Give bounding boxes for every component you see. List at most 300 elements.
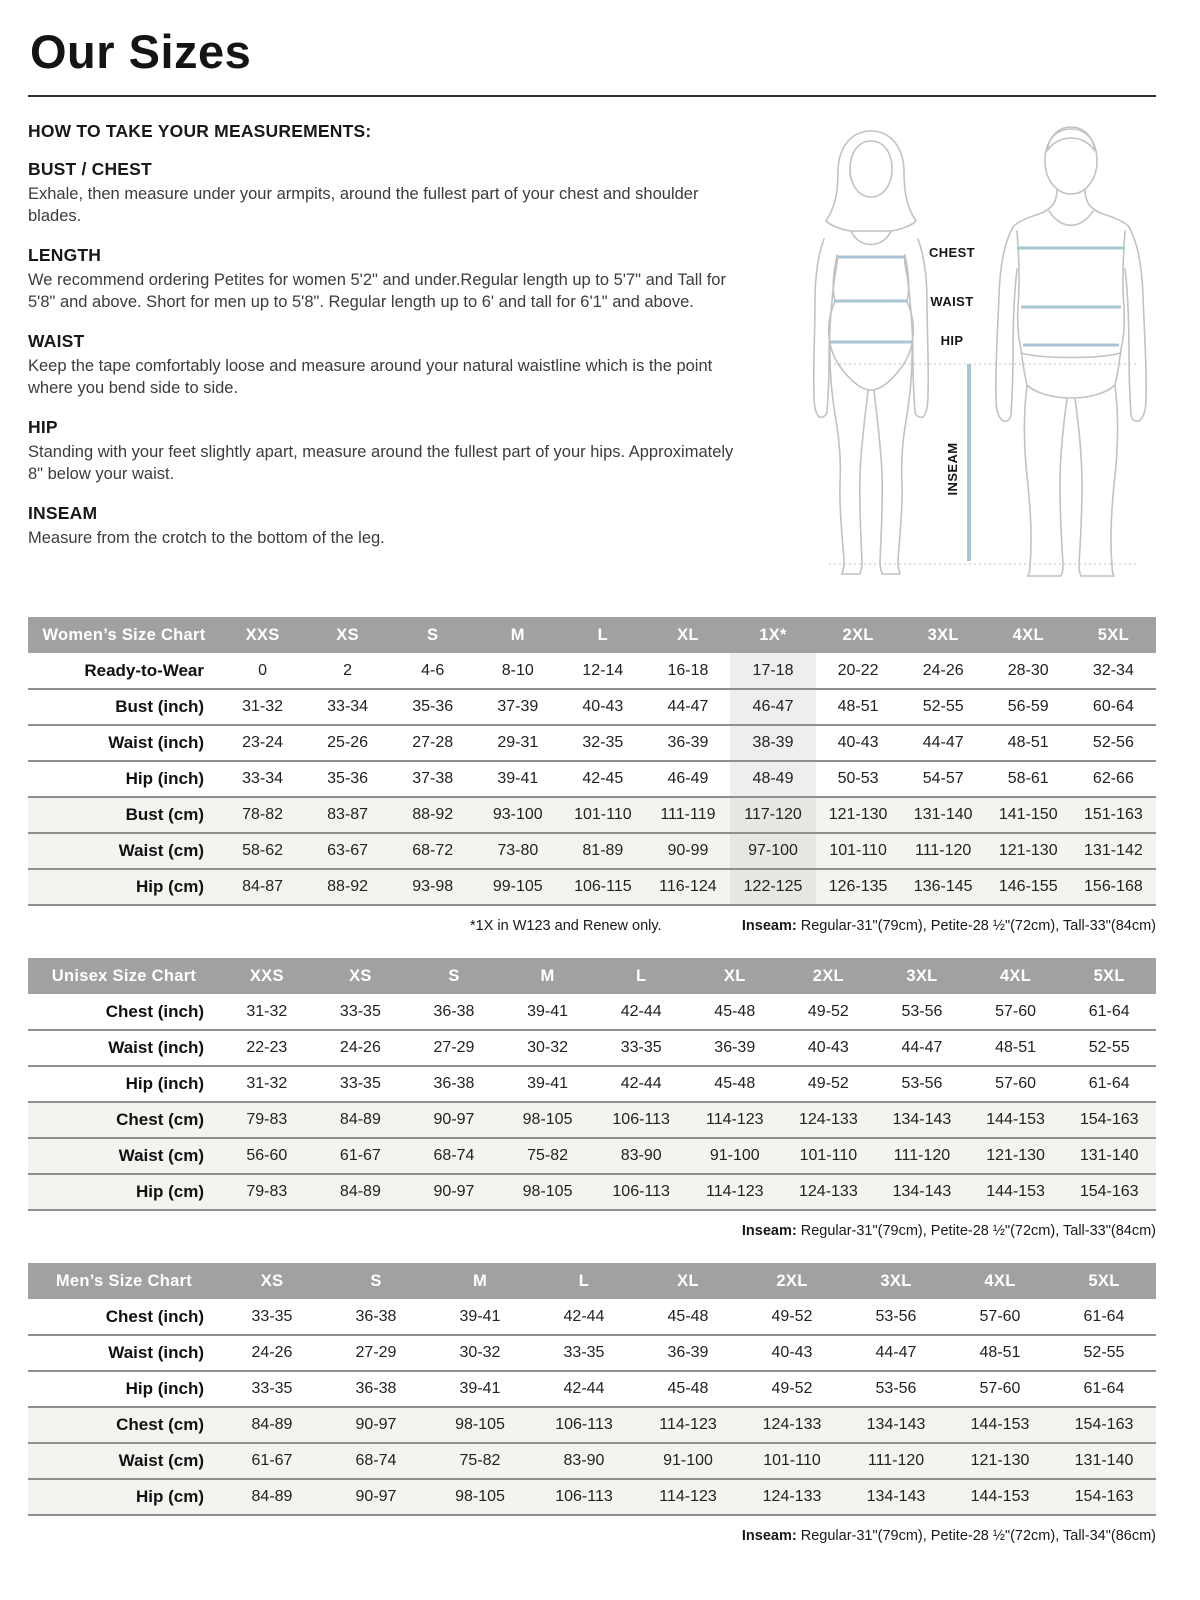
size-cell: 134-143 [866,1488,926,1505]
size-cell: 20-22 [837,661,879,679]
title-divider [28,95,1156,97]
table-row [28,725,1156,761]
size-column-header: S [390,617,475,653]
size-cell: 36-39 [667,1344,709,1361]
size-cell: 121-130 [986,1147,1045,1164]
size-cell: 42-44 [620,1002,662,1020]
size-cell: 114-123 [659,1488,717,1505]
row-label: Hip (cm) [136,877,204,896]
table-title: Men’s Size Chart [28,1263,220,1299]
section-title: HIP [28,416,58,437]
size-cell: 134-143 [866,1416,926,1433]
footnote-inseam: Inseam: Regular-31"(79cm), Petite-28 ½"(72cm), Tall-33"(84cm) [741,1223,1156,1239]
table-row [28,1138,1156,1174]
size-cell: 131-142 [1084,842,1143,859]
size-cell: 98-105 [455,1488,505,1505]
size-cell: 68-72 [412,842,454,859]
section-body: Keep the tape comfortably loose and measure around your natural waistline which is the point where you bend side to side. [28,356,713,397]
size-cell: 106-113 [612,1183,670,1200]
size-cell: 134-143 [892,1111,952,1128]
size-cell: 46-47 [730,689,815,725]
size-cell: 101-110 [763,1452,821,1469]
size-cell: 39-41 [459,1307,501,1325]
table-title: Unisex Size Chart [28,958,220,994]
size-column-header: XXS [220,617,305,653]
size-cell: 8-10 [501,661,534,679]
table-row [28,833,1156,869]
size-cell: 144-153 [970,1488,1030,1505]
size-cell: 56-59 [1007,698,1049,715]
size-cell: 60-64 [1092,698,1134,715]
size-cell: 40-43 [771,1344,813,1361]
row-label: Waist (cm) [118,1146,204,1165]
size-column-header: XXS [220,958,314,994]
table-footnotes [28,1223,1156,1239]
header-row [28,617,1156,653]
section-title: BUST / CHEST [28,159,152,179]
size-cell: 30-32 [459,1344,501,1361]
size-cell: 48-51 [979,1344,1021,1361]
size-cell: 91-100 [663,1452,713,1469]
size-cell: 93-100 [492,806,543,823]
size-cell: 99-105 [492,878,543,895]
size-cell: 144-153 [986,1111,1045,1128]
row-label: Chest (cm) [116,1110,204,1129]
size-cell: 2 [343,661,353,679]
size-cell: 56-60 [246,1147,288,1164]
size-cell: 35-36 [327,770,369,787]
unisex-size-chart-table [28,958,1156,1211]
size-cell: 90-99 [667,842,709,859]
size-cell: 98-105 [522,1111,573,1128]
size-cell: 121-130 [998,842,1058,859]
size-cell: 88-92 [412,806,454,823]
size-cell: 124-133 [799,1111,858,1128]
size-cell: 98-105 [455,1416,505,1433]
size-column-header: 2XL [740,1263,844,1299]
row-label: Chest (inch) [105,1001,204,1021]
size-cell: 63-67 [327,842,369,859]
size-cell: 93-98 [412,878,454,895]
size-cell: 101-110 [574,806,632,823]
size-column-header: 4XL [986,617,1071,653]
size-cell: 45-48 [714,1075,756,1092]
instructions-heading: HOW TO TAKE YOUR MEASUREMENTS: [28,121,372,141]
size-cell: 33-34 [327,698,369,715]
size-cell: 114-123 [706,1183,764,1200]
size-cell: 124-133 [762,1488,822,1505]
size-cell: 84-89 [339,1111,381,1128]
table-row [28,1102,1156,1138]
size-cell: 121-130 [828,806,888,823]
size-cell: 79-83 [246,1183,288,1200]
row-label: Waist (inch) [108,1343,204,1362]
size-cell: 90-97 [355,1416,397,1433]
size-column-header: 3XL [875,958,969,994]
row-label: Chest (cm) [116,1415,204,1434]
row-label: Hip (inch) [125,769,204,788]
size-column-header: XS [305,617,390,653]
size-cell: 114-123 [706,1111,764,1128]
size-column-header: S [324,1263,428,1299]
size-cell: 36-39 [667,734,709,751]
size-cell: 54-57 [922,770,964,787]
size-cell: 33-35 [339,1002,381,1020]
female-figure-outline [814,131,929,574]
size-cell: 141-150 [998,806,1058,823]
measurement-diagram [771,117,1156,587]
size-cell: 91-100 [709,1147,760,1164]
size-cell: 136-145 [913,878,973,895]
row-label: Hip (inch) [125,1379,204,1398]
table-row [28,1407,1156,1443]
table-row [28,653,1156,689]
header-row [28,958,1156,994]
size-cell: 39-41 [527,1002,569,1020]
size-column-header: 3XL [901,617,986,653]
section-length [28,245,752,314]
table-row [28,797,1156,833]
size-cell: 46-49 [667,770,709,787]
table-footnotes [28,1528,1156,1544]
size-column-header: 1X* [730,617,815,653]
size-cell: 24-26 [339,1039,381,1056]
size-cell: 75-82 [459,1452,501,1469]
size-cell: 25-26 [327,734,369,751]
size-cell: 49-52 [771,1307,813,1325]
measurement-lines [829,248,1125,561]
table-row [28,869,1156,905]
tables-container [28,617,1156,1544]
section-body: Standing with your feet slightly apart, measure around the fullest part of your hips. Approximately 8" below your waist. [28,442,734,483]
section-hip [28,417,752,486]
size-cell: 52-56 [1092,734,1134,751]
size-cell: 31-32 [246,1075,288,1092]
size-cell: 37-38 [412,770,454,787]
table-footnotes [28,918,1156,934]
size-cell: 83-90 [620,1147,662,1164]
size-column-header: 5XL [1062,958,1156,994]
table-row [28,1443,1156,1479]
size-cell: 44-47 [922,734,964,751]
size-cell: 44-47 [875,1344,917,1361]
table-row [28,1299,1156,1335]
size-cell: 42-44 [563,1380,605,1397]
size-cell: 101-110 [829,842,887,859]
size-column-header: 3XL [844,1263,948,1299]
size-cell: 88-92 [327,878,369,895]
size-cell: 29-31 [497,734,539,751]
size-cell: 53-56 [875,1307,917,1325]
size-column-header: 5XL [1052,1263,1156,1299]
size-cell: 61-64 [1088,1002,1130,1020]
header-row [28,1263,1156,1299]
table-row [28,689,1156,725]
size-cell: 24-26 [922,661,964,679]
size-cell: 40-43 [582,698,624,715]
size-column-header: 4XL [948,1263,1052,1299]
size-cell: 58-62 [242,842,283,859]
measurement-guide [28,117,1156,587]
size-cell: 32-34 [1092,661,1134,679]
size-cell: 53-56 [875,1380,917,1397]
size-cell: 36-38 [355,1307,397,1325]
section-title: INSEAM [28,502,98,523]
size-cell: 124-133 [762,1416,822,1433]
table-row [28,1030,1156,1066]
size-cell: 38-39 [730,725,815,761]
size-cell: 49-52 [807,1002,849,1020]
size-cell: 131-140 [913,806,973,823]
size-cell: 12-14 [582,661,624,679]
size-cell: 144-153 [970,1416,1030,1433]
size-cell: 75-82 [527,1147,569,1164]
size-cell: 154-163 [1074,1488,1134,1505]
womens-size-chart-table [28,617,1156,906]
size-cell: 106-113 [555,1416,613,1433]
row-label: Hip (cm) [136,1487,204,1506]
size-column-header: M [428,1263,532,1299]
size-column-header: XL [688,958,782,994]
size-cell: 53-56 [901,1075,943,1092]
size-cell: 44-47 [901,1039,943,1056]
size-cell: 52-55 [1088,1039,1130,1056]
size-cell: 33-34 [242,770,283,787]
size-cell: 84-89 [339,1183,381,1200]
male-figure-outline [996,127,1146,576]
size-cell: 61-64 [1088,1075,1130,1092]
table-row [28,1066,1156,1102]
size-cell: 22-23 [246,1039,288,1056]
table-row [28,994,1156,1030]
size-cell: 24-26 [251,1344,293,1361]
size-cell: 36-38 [355,1380,397,1397]
size-cell: 44-47 [667,698,709,715]
row-label: Hip (inch) [125,1074,204,1093]
size-cell: 45-48 [667,1307,709,1325]
size-cell: 68-74 [433,1147,475,1164]
size-cell: 0 [258,661,267,679]
section-body: Exhale, then measure under your armpits, around the fullest part of your chest and shoulder blades. [28,185,699,225]
size-cell: 33-35 [620,1039,662,1056]
size-cell: 121-130 [970,1452,1030,1469]
mens-size-chart-block [28,1263,1156,1544]
footnote-inseam: Inseam: Regular-31"(79cm), Petite-28 ½"(72cm), Tall-33"(84cm) [741,918,1156,934]
size-cell: 106-113 [612,1111,670,1128]
size-cell: 27-28 [412,734,454,751]
size-cell: 35-36 [412,698,454,715]
size-cell: 27-29 [433,1039,475,1056]
size-cell: 154-163 [1074,1416,1134,1433]
row-label: Chest (inch) [105,1306,204,1326]
size-cell: 40-43 [837,734,879,751]
size-cell: 101-110 [799,1147,858,1164]
size-cell: 36-38 [433,1075,475,1092]
size-column-header: XL [645,617,730,653]
table-row [28,1479,1156,1515]
size-cell: 61-67 [339,1147,381,1164]
size-cell: 144-153 [986,1183,1045,1200]
size-cell: 84-87 [242,878,283,895]
size-cell: 52-55 [922,698,964,715]
size-cell: 57-60 [979,1380,1021,1397]
size-cell: 48-49 [730,761,815,797]
size-column-header: 4XL [969,958,1063,994]
size-cell: 53-56 [901,1002,943,1020]
size-cell: 50-53 [837,770,879,787]
size-cell: 84-89 [251,1488,293,1505]
size-cell: 17-18 [730,653,815,689]
size-cell: 39-41 [459,1380,501,1397]
size-cell: 57-60 [995,1075,1036,1092]
size-cell: 68-74 [355,1452,397,1469]
diagram-label-waist: WAIST [930,294,974,309]
size-cell: 31-32 [242,698,283,715]
size-cell: 36-38 [433,1002,475,1020]
row-label: Waist (inch) [108,1038,204,1057]
size-cell: 30-32 [527,1039,569,1056]
size-cell: 42-45 [582,770,624,787]
row-label: Waist (cm) [118,1451,204,1470]
size-cell: 37-39 [497,698,539,715]
size-cell: 73-80 [497,842,539,859]
size-cell: 48-51 [995,1039,1036,1056]
size-cell: 27-29 [355,1344,397,1361]
section-body: We recommend ordering Petites for women 5'2" and under.Regular length up to 5'7" and Tall for 5'8" and above. Short for men up to 5'8". Regular length up to 6' and tall for 6'1" and above. [28,270,726,311]
row-label: Waist (cm) [118,841,204,860]
size-column-header: 5XL [1071,617,1156,653]
size-column-header: M [475,617,560,653]
size-cell: 49-52 [771,1380,813,1397]
size-cell: 116-124 [659,878,717,895]
size-column-header: L [532,1263,636,1299]
size-cell: 58-61 [1007,770,1049,787]
size-cell: 131-140 [1074,1452,1134,1469]
size-column-header: 2XL [816,617,901,653]
size-cell: 90-97 [433,1111,475,1128]
size-cell: 83-90 [563,1452,605,1469]
section-waist [28,331,752,400]
size-cell: 33-35 [339,1075,381,1092]
size-cell: 16-18 [667,661,709,679]
size-cell: 42-44 [563,1307,605,1325]
size-cell: 32-35 [582,734,624,751]
size-cell: 117-120 [730,797,815,833]
size-cell: 106-115 [574,878,632,895]
size-cell: 36-39 [714,1039,756,1056]
size-cell: 98-105 [522,1183,573,1200]
footnote-inseam: Inseam: Regular-31"(79cm), Petite-28 ½"(72cm), Tall-34"(86cm) [741,1528,1156,1544]
size-cell: 52-55 [1083,1344,1125,1361]
size-column-header: XL [636,1263,740,1299]
size-cell: 131-140 [1079,1147,1139,1164]
table-row [28,1335,1156,1371]
size-cell: 33-35 [251,1307,293,1325]
size-column-header: XS [220,1263,324,1299]
size-cell: 78-82 [242,806,283,823]
size-cell: 45-48 [714,1002,756,1020]
diagram-label-inseam: INSEAM [945,442,960,496]
size-cell: 79-83 [246,1111,288,1128]
size-cell: 146-155 [998,878,1058,895]
size-column-header: L [560,617,645,653]
row-label: Bust (inch) [115,697,204,716]
size-cell: 90-97 [355,1488,397,1505]
size-cell: 151-163 [1084,806,1143,823]
size-cell: 83-87 [327,806,369,823]
size-cell: 40-43 [807,1039,849,1056]
size-cell: 48-51 [1007,734,1049,751]
diagram-label-chest: CHEST [928,245,976,260]
size-cell: 33-35 [251,1380,293,1397]
size-cell: 124-133 [799,1183,858,1200]
size-cell: 111-120 [893,1147,951,1164]
section-inseam [28,503,752,550]
size-cell: 106-113 [555,1488,613,1505]
size-cell: 45-48 [667,1380,709,1397]
size-cell: 39-41 [497,770,539,787]
size-cell: 111-120 [867,1452,925,1469]
size-column-header: M [501,958,595,994]
table-row [28,1371,1156,1407]
table-row [28,761,1156,797]
size-cell: 81-89 [582,842,624,859]
section-body: Measure from the crotch to the bottom of the leg. [28,528,385,547]
size-cell: 90-97 [433,1183,475,1200]
size-cell: 4-6 [421,661,445,679]
unisex-size-chart-block [28,958,1156,1239]
size-cell: 48-51 [837,698,879,715]
size-column-header: S [407,958,501,994]
size-cell: 61-64 [1083,1307,1125,1325]
size-cell: 61-67 [251,1452,293,1469]
size-column-header: L [594,958,688,994]
size-cell: 156-168 [1084,878,1143,895]
size-cell: 23-24 [242,734,283,751]
size-cell: 49-52 [807,1075,849,1092]
size-cell: 111-119 [660,806,716,823]
body-figures-illustration [771,117,1156,587]
diagram-label-hip: HIP [940,333,964,348]
size-cell: 33-35 [563,1344,605,1361]
row-label: Bust (cm) [125,805,204,824]
table-title: Women’s Size Chart [28,617,220,653]
size-cell: 122-125 [730,869,815,905]
size-cell: 28-30 [1007,661,1049,679]
mens-size-chart-table [28,1263,1156,1516]
size-cell: 31-32 [246,1002,288,1020]
size-cell: 134-143 [892,1183,952,1200]
row-label: Waist (inch) [108,733,204,752]
size-cell: 154-163 [1079,1111,1139,1128]
size-column-header: XS [314,958,408,994]
size-cell: 111-120 [914,842,972,859]
section-title: WAIST [28,330,85,351]
footnote-asterisk: *1X in W123 and Renew only. [470,918,662,934]
size-cell: 114-123 [659,1416,717,1433]
size-cell: 42-44 [620,1075,662,1092]
size-cell: 62-66 [1092,770,1134,787]
size-cell: 84-89 [251,1416,293,1433]
section-title: LENGTH [28,244,102,265]
size-cell: 39-41 [527,1075,569,1092]
table-row [28,1174,1156,1210]
size-cell: 57-60 [995,1002,1036,1020]
size-cell: 61-64 [1083,1380,1125,1397]
size-cell: 126-135 [828,878,888,895]
size-column-header: 2XL [782,958,876,994]
page-title: Our Sizes [30,25,252,78]
